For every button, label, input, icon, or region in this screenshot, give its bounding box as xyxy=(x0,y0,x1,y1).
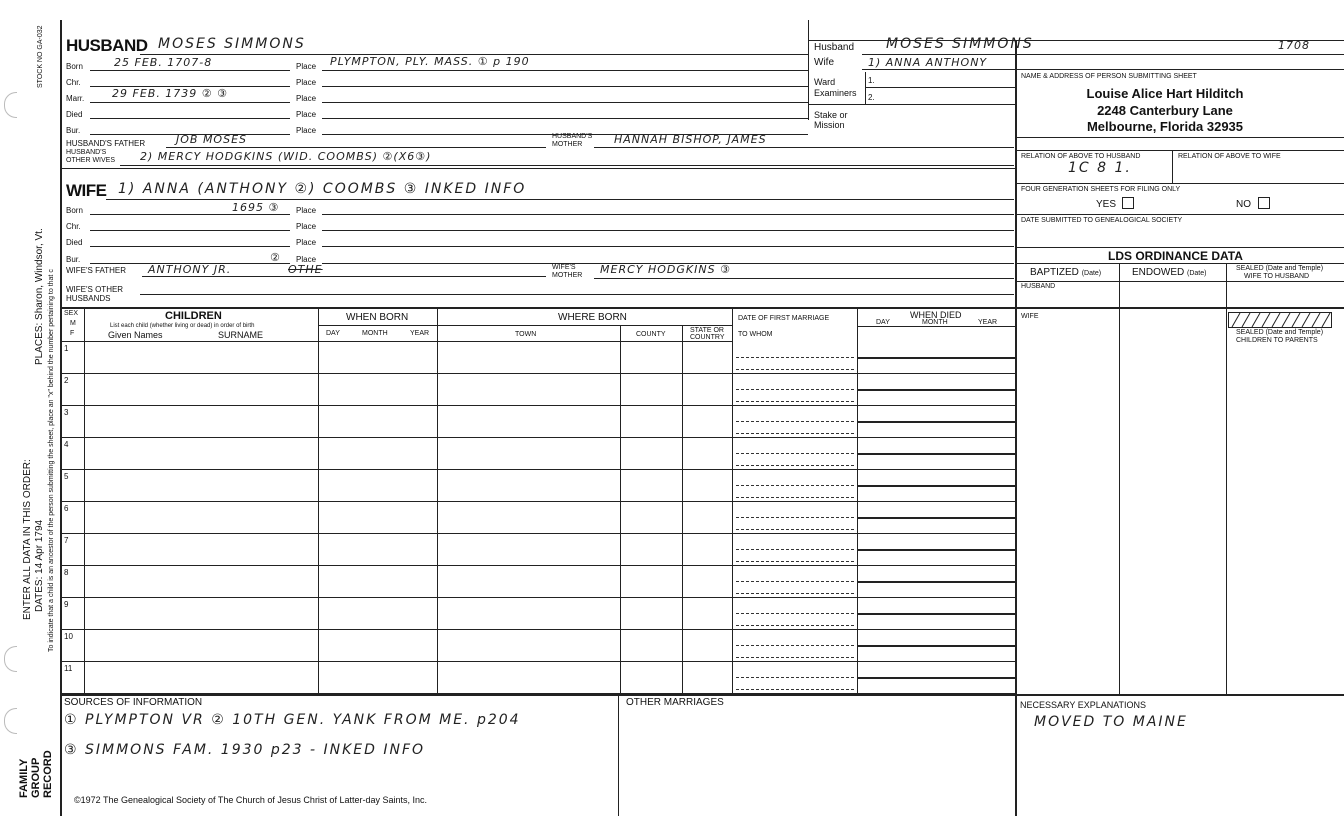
husband-label: HUSBAND xyxy=(66,36,148,55)
submitter-label: NAME & ADDRESS OF PERSON SUBMITTING SHEET xyxy=(1021,73,1197,80)
child-row-number: 10 xyxy=(64,632,73,641)
husband-died-label: Died xyxy=(66,110,83,119)
copyright: ©1972 The Genealogical Society of The Church of Jesus Christ of Latter-day Saints, Inc. xyxy=(74,795,427,805)
col-first-marriage: DATE OF FIRST MARRIAGE xyxy=(738,315,830,322)
child-row-number: 3 xyxy=(64,408,69,417)
child-row-number: 6 xyxy=(64,504,69,513)
col-children-sub: List each child (whether living or dead) in order of birth xyxy=(110,323,255,329)
rt-year-note[interactable]: 1708 xyxy=(1278,39,1310,52)
wife-born-note[interactable]: 1695 ③ xyxy=(232,201,280,214)
indicate-note: To indicate that a child is an ancestor of the person submitting the sheet, place an "x" behind the number pertaining to that c xyxy=(48,269,55,652)
stock-number: STOCK NO GA-032 xyxy=(37,25,44,88)
examiner-1: 1. xyxy=(868,76,875,85)
col-sex-m: M xyxy=(70,320,76,327)
husband-born-place-label: Place xyxy=(296,62,317,71)
col-when-died: WHEN DIED xyxy=(910,310,962,320)
lds-husband: HUSBAND xyxy=(1021,283,1056,290)
dates-note: DATES: 14 Apr 1794 xyxy=(34,519,45,612)
husband-other-wives-label-1: HUSBAND'S xyxy=(66,149,107,156)
ward-label: Ward xyxy=(814,77,836,87)
submitter-street[interactable]: 2248 Canterbury Lane xyxy=(1097,103,1233,118)
child-row-number: 4 xyxy=(64,440,69,449)
no-checkbox[interactable] xyxy=(1258,197,1270,209)
wife-mother-label-1: WIFE'S xyxy=(552,264,576,271)
places-note: PLACES: Sharon, Windsor, Vt. xyxy=(34,228,45,365)
husband-marr-place-label: Place xyxy=(296,94,317,103)
husband-bur-label: Bur. xyxy=(66,126,81,135)
wife-chr-label: Chr. xyxy=(66,222,81,231)
wife-bur-place-label: Place xyxy=(296,255,317,264)
wife-bur-note[interactable]: ② xyxy=(270,251,280,264)
husband-father-label: HUSBAND'S FATHER xyxy=(66,139,146,148)
col-to-whom: TO WHOM xyxy=(738,331,773,338)
four-gen-label: FOUR GENERATION SHEETS FOR FILING ONLY xyxy=(1021,186,1181,193)
child-row-number: 9 xyxy=(64,600,69,609)
husband-other-wives[interactable]: 2) MERCY HODGKINS (WID. COOMBS) ②(X6③) xyxy=(140,150,432,163)
lds-sealed-wife-2: WIFE TO HUSBAND xyxy=(1244,273,1310,280)
mission-label: Mission xyxy=(814,120,845,130)
explanations-text[interactable]: MOVED TO MAINE xyxy=(1034,714,1188,730)
punch-hole xyxy=(4,708,17,734)
child-row-number: 5 xyxy=(64,472,69,481)
col-town: TOWN xyxy=(515,331,537,338)
wife-label: WIFE xyxy=(66,181,107,200)
wife-father-struck[interactable]: OTHE xyxy=(288,263,323,276)
wife-father[interactable]: ANTHONY JR. xyxy=(148,263,232,276)
husband-other-wives-label-2: OTHER WIVES xyxy=(66,157,116,164)
examiners-label: Examiners xyxy=(814,88,857,98)
husband-mother-label-2: MOTHER xyxy=(552,141,583,148)
rel-husband[interactable]: 1C 8 1. xyxy=(1068,160,1132,176)
husband-mother-label-1: HUSBAND'S xyxy=(552,133,593,140)
col-children: CHILDREN xyxy=(165,310,222,322)
explanations-label: NECESSARY EXPLANATIONS xyxy=(1020,700,1147,710)
wife-mother-label-2: MOTHER xyxy=(552,272,583,279)
lds-wife: WIFE xyxy=(1021,313,1039,320)
wife-chr-place-label: Place xyxy=(296,222,317,231)
col-died-day: DAY xyxy=(876,319,890,326)
rt-wife-name[interactable]: 1) ANNA ANTHONY xyxy=(868,56,988,69)
stake-label: Stake or xyxy=(814,110,848,120)
hatch-box xyxy=(1228,312,1332,328)
wife-father-label: WIFE'S FATHER xyxy=(66,266,127,275)
lds-title: LDS ORDINANCE DATA xyxy=(1108,249,1243,263)
col-surname: SURNAME xyxy=(218,330,264,340)
record-title-3: RECORD xyxy=(42,750,54,798)
punch-hole xyxy=(4,646,17,672)
husband-chr-label: Chr. xyxy=(66,78,81,87)
child-row-number: 8 xyxy=(64,568,69,577)
husband-marr-label: Marr. xyxy=(66,94,85,103)
lds-endowed: ENDOWED (Date) xyxy=(1132,267,1207,278)
col-sex-f: F xyxy=(70,330,75,337)
sources-line-1[interactable]: ① PLYMPTON VR ② 10TH GEN. YANK FROM ME. p204 xyxy=(64,712,521,728)
submitter-city[interactable]: Melbourne, Florida 32935 xyxy=(1086,119,1244,134)
col-born-day: DAY xyxy=(326,330,340,337)
sources-label: SOURCES OF INFORMATION xyxy=(64,697,203,708)
record-title-2: GROUP xyxy=(30,757,42,798)
husband-bur-place-label: Place xyxy=(296,126,317,135)
yes-checkbox[interactable] xyxy=(1122,197,1134,209)
wife-died-label: Died xyxy=(66,238,83,247)
date-submitted-label: DATE SUBMITTED TO GENEALOGICAL SOCIETY xyxy=(1021,217,1183,224)
examiner-2: 2. xyxy=(868,93,875,102)
lds-sealed-children-2: CHILDREN TO PARENTS xyxy=(1236,337,1318,344)
wife-born-label: Born xyxy=(66,206,83,215)
wife-other-label-1: WIFE'S OTHER xyxy=(66,285,124,294)
husband-born-place[interactable]: PLYMPTON, PLY. MASS. ① p 190 xyxy=(330,55,530,68)
other-marriages-label: OTHER MARRIAGES xyxy=(626,697,724,708)
wife-name[interactable]: 1) ANNA (ANTHONY ②) COOMBS ③ INKED INFO xyxy=(118,181,527,197)
husband-name[interactable]: MOSES SIMMONS xyxy=(158,36,306,52)
lds-baptized: BAPTIZED (Date) xyxy=(1030,267,1102,278)
child-row-number: 1 xyxy=(64,344,69,353)
child-row-number: 7 xyxy=(64,536,69,545)
col-died-year: YEAR xyxy=(978,319,998,326)
sources-line-2[interactable]: ③ SIMMONS FAM. 1930 p23 - INKED INFO xyxy=(64,742,426,758)
col-given: Given Names xyxy=(108,330,163,340)
husband-mother[interactable]: HANNAH BISHOP, JAMES xyxy=(614,133,767,146)
rel-wife-label: RELATION OF ABOVE TO WIFE xyxy=(1178,153,1281,160)
no-label: NO xyxy=(1236,199,1251,210)
punch-hole xyxy=(4,92,17,118)
lds-sealed-wife-1: SEALED (Date and Temple) xyxy=(1236,265,1324,272)
record-title-1: FAMILY xyxy=(18,758,30,798)
col-born-month: MONTH xyxy=(362,330,388,337)
rt-husband-name[interactable]: MOSES SIMMONS xyxy=(886,36,1034,52)
wife-mother[interactable]: MERCY HODGKINS ③ xyxy=(600,263,731,276)
wife-other-label-2: HUSBANDS xyxy=(66,294,111,303)
child-row-number: 11 xyxy=(64,664,73,673)
col-born-year: YEAR xyxy=(410,330,430,337)
rt-wife-label: Wife xyxy=(814,57,834,68)
husband-born-label: Born xyxy=(66,62,83,71)
col-county: COUNTY xyxy=(636,331,666,338)
lds-sealed-children-1: SEALED (Date and Temple) xyxy=(1236,329,1324,336)
col-state-2: COUNTRY xyxy=(690,334,725,341)
child-row-number: 2 xyxy=(64,376,69,385)
rt-husband-label: Husband xyxy=(814,42,855,53)
rel-husband-label: RELATION OF ABOVE TO HUSBAND xyxy=(1021,153,1141,160)
col-state-1: STATE OR xyxy=(690,327,724,334)
husband-died-place-label: Place xyxy=(296,110,317,119)
col-when-born: WHEN BORN xyxy=(346,312,409,323)
submitter-name[interactable]: Louise Alice Hart Hilditch xyxy=(1086,86,1244,101)
husband-father[interactable]: JOB MOSES xyxy=(176,133,248,146)
husband-chr-place-label: Place xyxy=(296,78,317,87)
col-died-month: MONTH xyxy=(922,319,948,326)
enter-all-note: ENTER ALL DATA IN THIS ORDER: xyxy=(22,459,33,620)
husband-marr-date[interactable]: 29 FEB. 1739 ② ③ xyxy=(112,87,229,100)
wife-died-place-label: Place xyxy=(296,238,317,247)
wife-born-place-label: Place xyxy=(296,206,317,215)
col-where-born: WHERE BORN xyxy=(558,312,627,323)
col-sex: SEX xyxy=(64,310,79,317)
wife-bur-label: Bur. xyxy=(66,255,81,264)
husband-born-date[interactable]: 25 FEB. 1707-8 xyxy=(114,56,213,69)
yes-label: YES xyxy=(1096,199,1117,210)
